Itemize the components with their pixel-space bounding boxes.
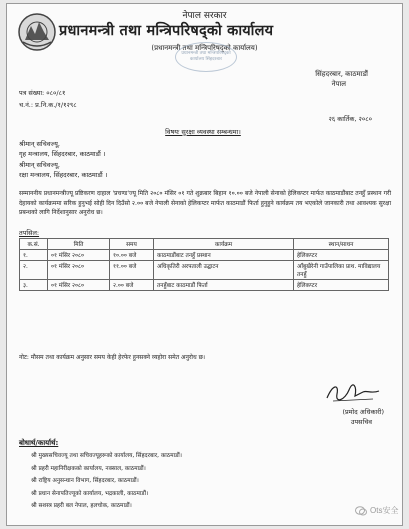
table-cell: काठमाडौंबाट तनहुँ प्रस्थान: [154, 250, 294, 261]
table-cell: २.०० बजे: [110, 280, 154, 291]
table-cell: ०१ मंसिर २०८०: [48, 261, 110, 280]
list-item: श्री प्रहरी महानिरीक्षकको कार्यालय, नक्साल, काठमाडौं।: [31, 465, 146, 472]
subject-line: विषयः सुरक्षा व्यवस्था सम्बन्धमा।: [165, 128, 241, 136]
table-cell: ३.: [20, 280, 48, 291]
government-name: नेपाल सरकार: [182, 11, 227, 21]
list-item: श्री प्रधान सेनापतिज्यूको कार्यालय, भद्रकाली, काठमाडौं।: [31, 490, 149, 497]
table-cell: २.: [20, 261, 48, 280]
table-header: क.सं.: [20, 239, 48, 250]
chat-bubble-icon: [355, 506, 367, 516]
letter-date: २६ कार्तिक, २०८०: [328, 115, 372, 123]
country: नेपाल: [331, 80, 346, 88]
copy-label: बोधार्थ/कार्यार्थ:: [19, 439, 59, 447]
body-paragraph: सम्माननीय प्रधानमन्त्रीज्यू प्रष्टिकरण दाहाल 'प्रचण्ड'ज्यू मिति २०८० मंसिर ०१ गते शुक्रबार बिहान १०.०० बजे नेपाली सेनाको हेलिकप्टर मार्फत काठमाडौंबाट तनहुँ प्रस्थान गरी देहायको कार्यक्रममा सरिक हुनुभई सोही दिन दिउँसो २.०० बजे नेपाली सेनाको हेलिकप्टर मार्फत काठमाडौं फिर्ता हुनुहुने कार्यक्रम तय भएकोले जानकारी तथा आवश्यक सुरक्षा प्रबन्धको लागि निर्देशानुसार अनुरोध छ।: [19, 190, 391, 216]
list-item: श्री राष्ट्रिय अनुसन्धान विभाग, सिंहदरबार, काठमाडौं।: [31, 478, 139, 484]
letter-number: पत्र संख्या: ०८०/८१: [19, 89, 66, 97]
table-header: समय: [110, 239, 154, 250]
table-cell: आँबुखैरेनी गाउँपालिका प्राथ. माविद्यालय तनहुँ: [294, 261, 389, 280]
watermark-text: Ots安全: [370, 506, 399, 515]
recipient-title: श्रीमान् सचिवज्यू,: [19, 140, 60, 148]
recipient-title: श्रीमान् सचिवज्यू,: [19, 161, 60, 169]
signatory-role: उपसचिव: [350, 418, 372, 426]
copy-list: [31, 450, 182, 513]
watermark: [355, 505, 398, 516]
dispatch-number: च.नं.: प्र.नि.क./१/१२९८: [19, 101, 77, 109]
office-stamp: प्रधानमन्त्री तथा मन्त्रिपरिषद्को कार्यालय सिंहदरबार: [175, 42, 237, 72]
table-cell: तनहुँबाट काठमाडौं फिर्ता: [154, 280, 294, 291]
table-cell: १०.०० बजे: [110, 250, 154, 261]
table-header: मिति: [48, 239, 110, 250]
list-item: श्री मुख्यसचिवज्यू तथा सचिवज्यूहरूको कार्यालय, सिंहदरबार, काठमाडौं।: [31, 453, 182, 459]
place: सिंहदरबार, काठमाडौं: [315, 70, 368, 78]
table-header: कार्यक्रम: [154, 239, 294, 250]
table-cell: १.: [20, 250, 48, 261]
table-cell: ११.०० बजे: [110, 261, 154, 280]
table-cell: हेलिकप्टर: [294, 280, 389, 291]
table-row: [20, 261, 389, 280]
table-header-row: [20, 239, 389, 250]
table-header: स्थान/साधन: [294, 239, 389, 250]
office-subtitle: (प्रधानमन्त्री तथा मन्त्रिपरिषद्‍को कार्यालय): [151, 44, 258, 52]
table-row: [20, 280, 389, 291]
schedule-label: तपसिल:: [19, 229, 40, 237]
signature-image: [323, 382, 383, 404]
letter-page: [6, 3, 403, 526]
recipient-address: गृह मन्त्रालय, सिंहदरबार, काठमाडौं ।: [19, 150, 106, 158]
recipient-address: रक्षा मन्त्रालय, सिंहदरबार, काठमाडौं ।: [19, 171, 108, 179]
note-text: नोट: मौसम तथा कार्यक्रम अनुसार समय केही हेरफेर हुनसक्ने व्यहोरा समेत अनुरोध छ।: [19, 354, 206, 361]
table-cell: ०१ मंसिर २०८०: [48, 250, 110, 261]
table-cell: ०१ मंसिर २०८०: [48, 280, 110, 291]
table-row: [20, 250, 389, 261]
table-cell: हेलिकप्टर: [294, 250, 389, 261]
table-cell: अधिकृतिरी अरपताली उद्घाटन: [154, 261, 294, 280]
list-item: श्री सशस्त्र प्रहरी बल नेपाल, हलचोक, काठमाडौं।: [31, 503, 132, 509]
office-title: प्रधानमन्त्री तथा मन्त्रिपरिषद्‍को कार्यालय: [59, 23, 274, 39]
signatory-name: (प्रमोद अधिकारी): [342, 408, 384, 416]
schedule-table: [19, 238, 389, 291]
